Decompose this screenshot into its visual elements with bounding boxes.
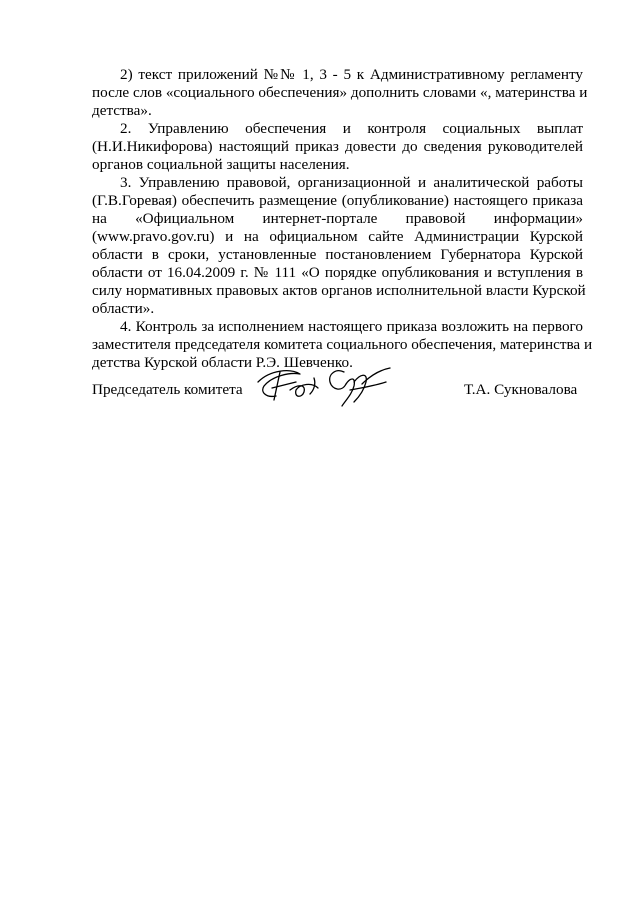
paragraph-line: области от 16.04.2009 г. № 111 «О порядке опубликования и вступления в — [92, 264, 583, 281]
paragraph-line: детства Курской области Р.Э. Шевченко. — [92, 354, 353, 371]
handwritten-signature — [250, 360, 400, 412]
paragraph-line: 4. Контроль за исполнением настоящего приказа возложить на первого — [120, 318, 583, 335]
paragraph-line: после слов «социального обеспечения» дополнить словами «, материнства и — [92, 84, 588, 101]
signatory-position: Председатель комитета — [92, 381, 243, 398]
paragraph-line: органов социальной защиты населения. — [92, 156, 350, 173]
paragraph-line: детства». — [92, 102, 152, 119]
paragraph-line: 2. Управлению обеспечения и контроля социальных выплат — [120, 120, 583, 137]
paragraph-line: на «Официальном интернет-портале правовой информации» — [92, 210, 583, 227]
paragraph-line: области». — [92, 300, 155, 317]
paragraph-line: силу нормативных правовых актов органов исполнительной власти Курской — [92, 282, 586, 299]
paragraph-line: (www.pravo.gov.ru) и на официальном сайте Администрации Курской — [92, 228, 583, 245]
paragraph-line: 2) текст приложений №№ 1, 3 - 5 к Административному регламенту — [120, 66, 583, 83]
paragraph-line: 3. Управлению правовой, организационной и аналитической работы — [120, 174, 583, 191]
paragraph-line: (Н.И.Никифорова) настоящий приказ довести до сведения руководителей — [92, 138, 583, 155]
paragraph-line: (Г.В.Горевая) обеспечить размещение (опубликование) настоящего приказа — [92, 192, 583, 209]
paragraph-line: заместителя председателя комитета социального обеспечения, материнства и — [92, 336, 593, 353]
paragraph-line: области в сроки, установленные постановлением Губернатора Курской — [92, 246, 583, 263]
signatory-name: Т.А. Сукновалова — [464, 381, 578, 398]
